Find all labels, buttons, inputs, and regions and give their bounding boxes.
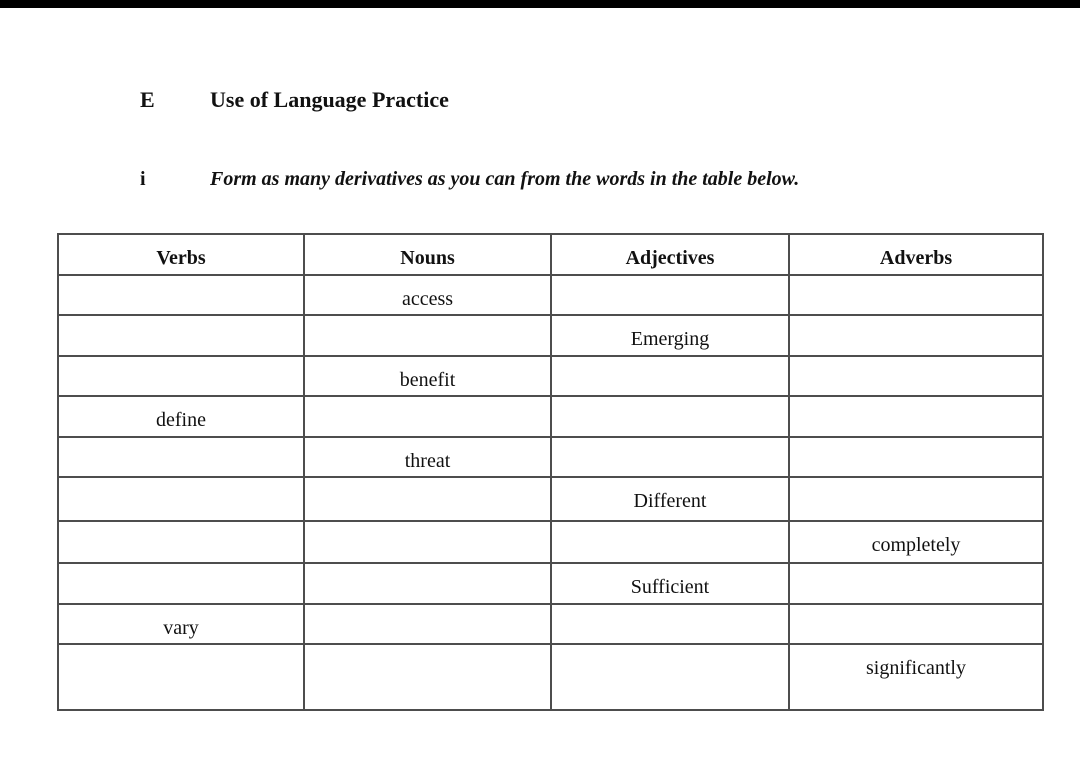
table-row xyxy=(58,521,1043,563)
table-cell xyxy=(304,521,551,563)
table-cell xyxy=(551,604,789,644)
section-title: Use of Language Practice xyxy=(210,87,449,112)
table-cell xyxy=(551,644,789,710)
table-cell xyxy=(58,315,304,356)
table-cell: Different xyxy=(551,477,789,521)
table-cell: significantly xyxy=(789,644,1043,710)
table-cell: completely xyxy=(789,521,1043,563)
table-cell xyxy=(304,477,551,521)
table-cell xyxy=(58,563,304,604)
table-row xyxy=(58,396,1043,437)
column-header-adverbs: Adverbs xyxy=(789,234,1043,275)
table-header-row xyxy=(58,234,1043,275)
table-cell xyxy=(551,396,789,437)
table-cell: benefit xyxy=(304,356,551,396)
table-cell: Sufficient xyxy=(551,563,789,604)
table-cell xyxy=(304,644,551,710)
table-cell xyxy=(551,356,789,396)
table-cell xyxy=(304,604,551,644)
table-cell: vary xyxy=(58,604,304,644)
column-header-nouns: Nouns xyxy=(304,234,551,275)
table-cell xyxy=(551,521,789,563)
table-cell xyxy=(58,521,304,563)
table-row xyxy=(58,437,1043,477)
instruction-text: Form as many derivatives as you can from the words in the table below. xyxy=(210,168,800,190)
table-cell xyxy=(789,315,1043,356)
table-cell xyxy=(304,563,551,604)
section-heading xyxy=(140,86,449,113)
table-cell xyxy=(551,437,789,477)
column-header-verbs: Verbs xyxy=(58,234,304,275)
column-header-adjectives: Adjectives xyxy=(551,234,789,275)
instruction-line xyxy=(140,167,799,192)
table-cell xyxy=(789,396,1043,437)
table-cell xyxy=(58,477,304,521)
table-cell xyxy=(789,604,1043,644)
top-black-bar xyxy=(0,0,1080,8)
table-row xyxy=(58,644,1043,710)
table-cell xyxy=(304,396,551,437)
derivatives-table xyxy=(57,233,1044,711)
table-row xyxy=(58,275,1043,315)
table-cell: access xyxy=(304,275,551,315)
section-label: E xyxy=(140,87,155,112)
table-row xyxy=(58,563,1043,604)
table-cell: define xyxy=(58,396,304,437)
table-row xyxy=(58,315,1043,356)
table-cell xyxy=(789,477,1043,521)
table-row xyxy=(58,356,1043,396)
table-cell: threat xyxy=(304,437,551,477)
table-cell xyxy=(551,275,789,315)
table-cell xyxy=(789,563,1043,604)
table-cell xyxy=(789,356,1043,396)
table-row xyxy=(58,477,1043,521)
table-cell xyxy=(58,275,304,315)
table-cell xyxy=(304,315,551,356)
table-cell: Emerging xyxy=(551,315,789,356)
table-cell xyxy=(58,644,304,710)
table-cell xyxy=(789,437,1043,477)
table-cell xyxy=(58,356,304,396)
table-cell xyxy=(58,437,304,477)
table-row xyxy=(58,604,1043,644)
table-cell xyxy=(789,275,1043,315)
item-label: i xyxy=(140,168,146,190)
